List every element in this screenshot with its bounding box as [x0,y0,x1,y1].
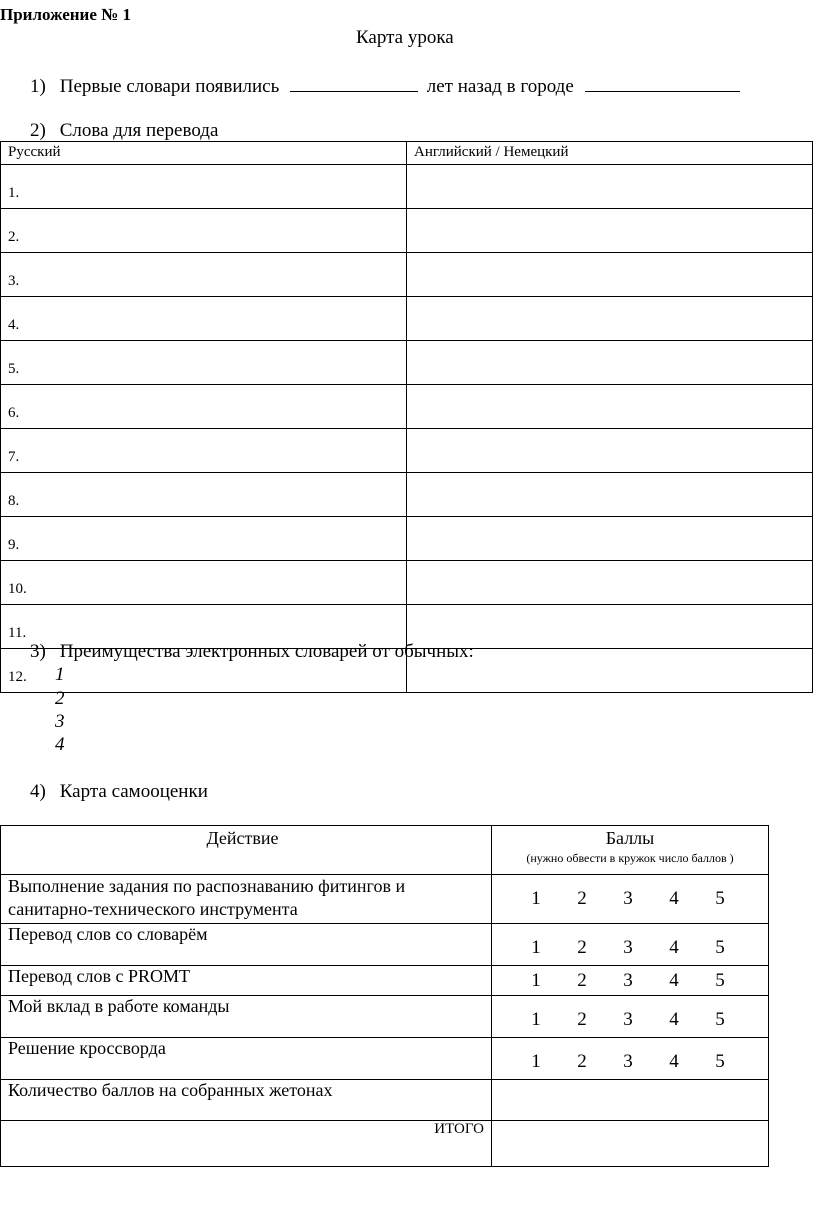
score-cell [492,966,769,996]
translation-cell[interactable] [407,385,813,429]
translation-cell[interactable] [407,517,813,561]
score-2[interactable]: 2 [577,1009,587,1030]
score-2[interactable]: 2 [577,1051,587,1072]
score-5[interactable]: 5 [715,1009,725,1030]
self-assessment-table [0,825,769,1167]
table-row [1,1080,769,1121]
score-1[interactable]: 1 [531,1009,541,1030]
advantage-item[interactable]: 3 [55,711,65,732]
row-number[interactable]: 3. [1,253,407,297]
action-label: Перевод слов с PROMT [1,966,492,996]
action-label: Выполнение задания по распознаванию фитингов и санитарно-технического инструмента [1,875,492,924]
question-2 [30,120,218,142]
row-number[interactable]: 11. [1,605,407,649]
table-row [1,996,769,1038]
score-5[interactable]: 5 [715,888,725,909]
city-blank[interactable] [585,75,740,92]
column-english-german: Английский / Немецкий [407,142,813,165]
column-points-note: (нужно обвести в кружок число баллов ) [526,851,734,865]
score-4[interactable]: 4 [669,888,679,909]
page-title: Карта урока [356,27,454,48]
self-assessment-header [1,826,769,875]
question-3-text: Преимущества электронных словарей от обычных: [59,641,474,662]
table-row [1,341,813,385]
score-3[interactable]: 3 [623,888,633,909]
score-cell [492,1038,769,1080]
score-2[interactable]: 2 [577,969,587,991]
column-points-title: Баллы [605,828,655,848]
table-row [1,209,813,253]
advantage-item[interactable]: 1 [55,664,65,685]
total-score-cell[interactable] [492,1121,769,1167]
score-2[interactable]: 2 [577,937,587,958]
table-row [1,473,813,517]
words-table-header [1,142,813,165]
score-options [499,1009,761,1031]
row-number[interactable]: 1. [1,165,407,209]
column-action: Действие [1,826,492,875]
score-options [499,888,761,910]
total-label: ИТОГО [1,1121,492,1167]
question-2-number: 2) [30,120,46,141]
score-1[interactable]: 1 [531,888,541,909]
action-label: Мой вклад в работе команды [1,996,492,1038]
question-4 [30,781,208,803]
row-number[interactable]: 7. [1,429,407,473]
score-1[interactable]: 1 [531,969,541,991]
table-row [1,561,813,605]
row-number[interactable]: 12. [1,649,407,693]
table-row [1,517,813,561]
action-label: Перевод слов со словарём [1,924,492,966]
column-points [492,826,769,875]
translation-cell[interactable] [407,165,813,209]
score-cell [492,996,769,1038]
row-number[interactable]: 10. [1,561,407,605]
question-1-text-a: Первые словари появились [59,76,280,97]
translation-cell[interactable] [407,297,813,341]
appendix-label: Приложение № 1 [0,5,131,24]
table-row [1,1038,769,1080]
translation-cell[interactable] [407,561,813,605]
question-1-number: 1) [30,76,46,97]
translation-cell[interactable] [407,429,813,473]
action-label: Решение кроссворда [1,1038,492,1080]
question-1 [30,75,740,98]
table-row [1,875,769,924]
score-1[interactable]: 1 [531,1051,541,1072]
score-3[interactable]: 3 [623,969,633,991]
score-3[interactable]: 3 [623,1051,633,1072]
score-5[interactable]: 5 [715,1051,725,1072]
tokens-score-cell[interactable] [492,1080,769,1121]
row-number[interactable]: 6. [1,385,407,429]
row-number[interactable]: 9. [1,517,407,561]
row-number[interactable]: 2. [1,209,407,253]
score-3[interactable]: 3 [623,937,633,958]
table-row [1,966,769,996]
column-russian: Русский [1,142,407,165]
score-1[interactable]: 1 [531,937,541,958]
translation-cell[interactable] [407,473,813,517]
score-3[interactable]: 3 [623,1009,633,1030]
question-4-text: Карта самооценки [59,781,208,802]
score-5[interactable]: 5 [715,937,725,958]
row-number[interactable]: 5. [1,341,407,385]
question-1-text-b: лет назад в городе [426,76,574,97]
score-4[interactable]: 4 [669,937,679,958]
row-number[interactable]: 8. [1,473,407,517]
table-row [1,924,769,966]
score-options [499,937,761,959]
score-4[interactable]: 4 [669,969,679,991]
action-label: Количество баллов на собранных жетонах [1,1080,492,1121]
score-options [499,1051,761,1073]
score-4[interactable]: 4 [669,1051,679,1072]
words-table [0,141,813,693]
table-row [1,385,813,429]
advantage-item[interactable]: 2 [55,688,65,709]
table-row [1,297,813,341]
question-2-text: Слова для перевода [59,120,219,141]
table-row [1,429,813,473]
score-options [499,970,761,992]
years-blank[interactable] [290,75,418,92]
score-cell [492,875,769,924]
translation-cell[interactable] [407,253,813,297]
advantage-item[interactable]: 4 [55,734,65,755]
question-3 [30,641,474,663]
score-4[interactable]: 4 [669,1009,679,1030]
total-row [1,1121,769,1167]
translation-cell[interactable] [407,341,813,385]
score-2[interactable]: 2 [577,888,587,909]
question-3-number: 3) [30,641,46,662]
score-5[interactable]: 5 [715,969,725,991]
table-row [1,253,813,297]
row-number[interactable]: 4. [1,297,407,341]
translation-cell[interactable] [407,209,813,253]
table-row [1,165,813,209]
score-cell [492,924,769,966]
question-4-number: 4) [30,781,46,802]
